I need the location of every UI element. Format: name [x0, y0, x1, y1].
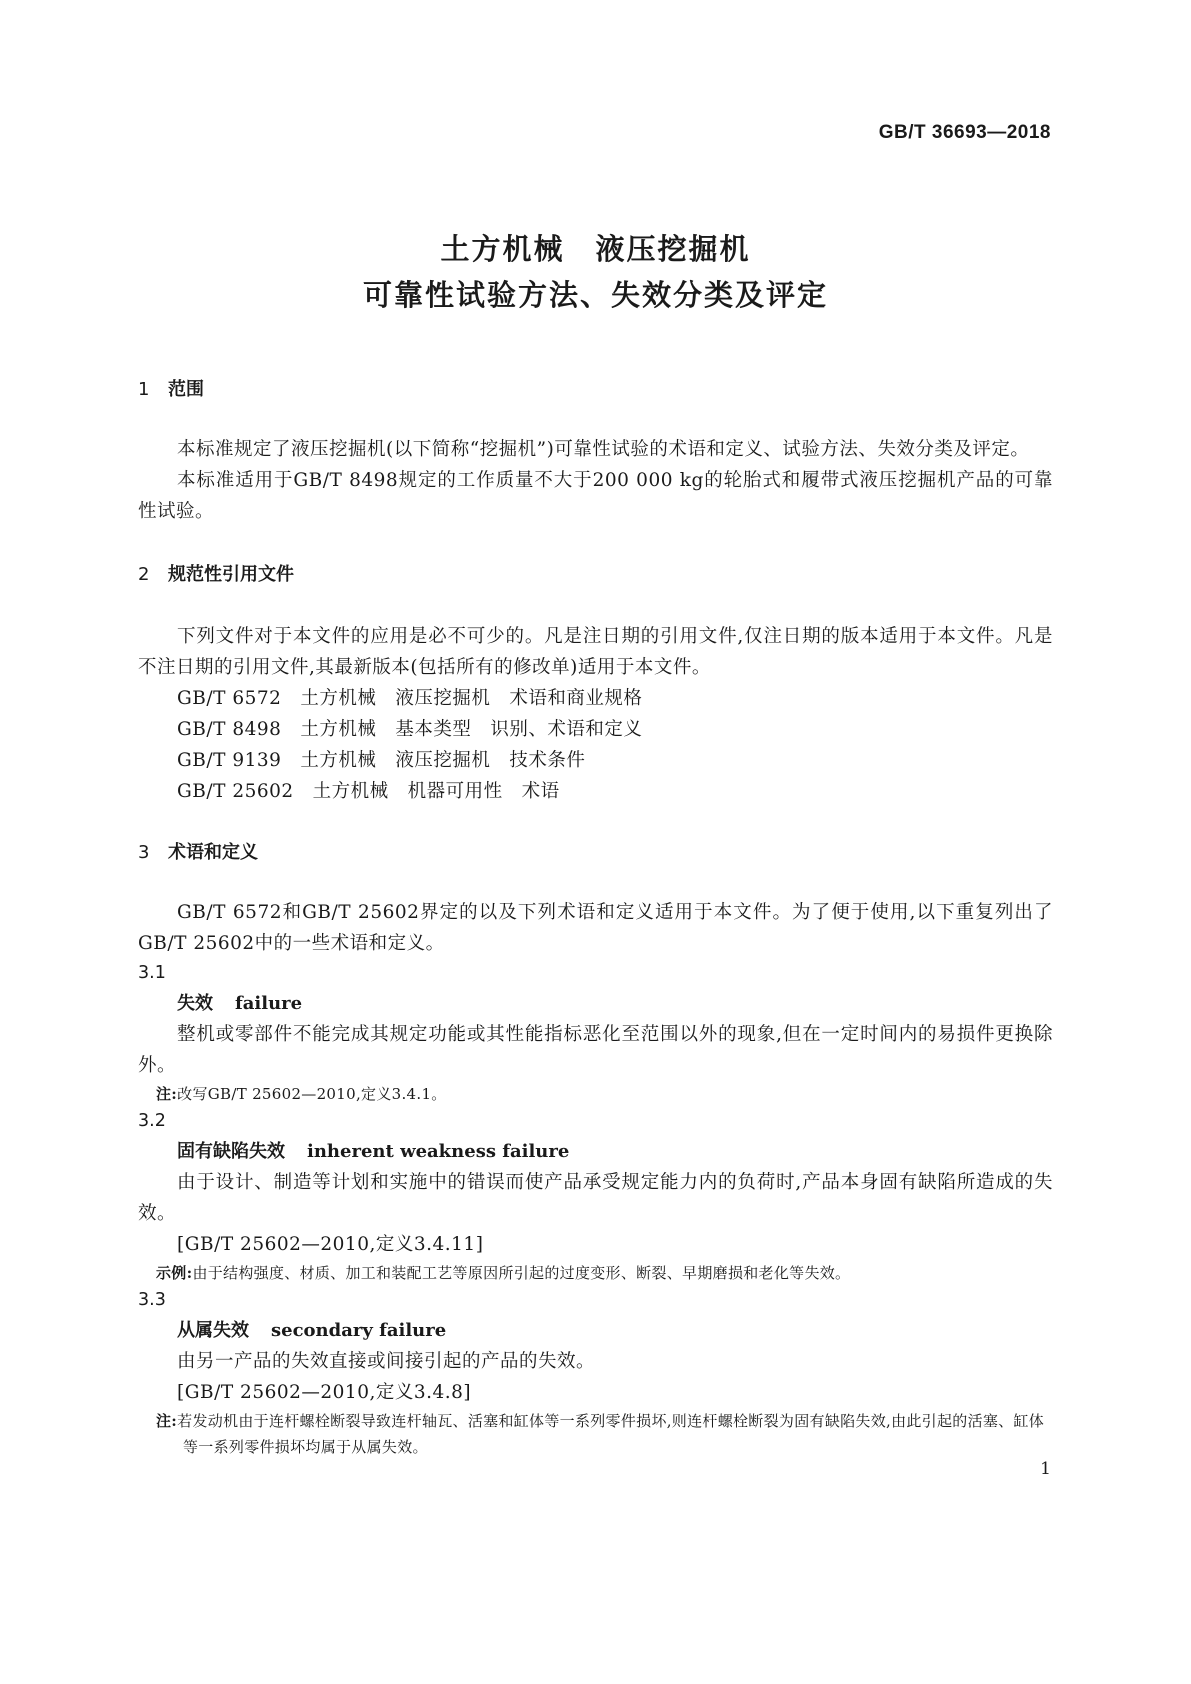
reference-item: GB/T 9139 土方机械 液压挖掘机 技术条件: [177, 750, 586, 771]
reference-item: GB/T 25602 土方机械 机器可用性 术语: [177, 781, 560, 802]
section-title: 术语和定义: [168, 842, 258, 863]
page-number: 1: [1040, 1459, 1051, 1479]
term-name: [138, 1315, 1053, 1346]
term-source: [GB/T 25602—2010,定义3.4.8]: [177, 1382, 472, 1403]
term-zh: 从属失效: [177, 1320, 249, 1341]
term-definition: 由另一产品的失效直接或间接引起的产品的失效。: [177, 1351, 596, 1372]
section-3-heading: [138, 839, 1053, 867]
paragraph: GB/T 6572和GB/T 25602界定的以及下列术语和定义适用于本文件。为了便于使用,以下重复列出了GB/T 25602中的一些术语和定义。: [138, 902, 1053, 954]
example-label: 示例:: [156, 1264, 193, 1282]
note: [138, 1081, 1053, 1107]
note-label: 注:: [156, 1085, 178, 1103]
example-text: 由于结构强度、材质、加工和装配工艺等原因所引起的过度变形、断裂、早期磨损和老化等失效。: [192, 1264, 851, 1282]
term-en: secondary failure: [271, 1320, 447, 1341]
term-zh: 固有缺陷失效: [177, 1141, 285, 1162]
term-definition: 由于设计、制造等计划和实施中的错误而使产品承受规定能力内的负荷时,产品本身固有缺陷所造成的失效。: [138, 1172, 1053, 1224]
term-zh: 失效: [177, 993, 213, 1014]
term-en: inherent weakness failure: [307, 1141, 570, 1162]
paragraph: 本标准适用于GB/T 8498规定的工作质量不大于200 000 kg的轮胎式和履带式液压挖掘机产品的可靠性试验。: [138, 470, 1053, 522]
term-number: 3.2: [138, 1111, 166, 1131]
section-number: 1: [138, 379, 150, 400]
note-label: 注:: [156, 1412, 178, 1430]
term-name: [138, 1136, 1053, 1167]
paragraph: 下列文件对于本文件的应用是必不可少的。凡是注日期的引用文件,仅注日期的版本适用于本文件。凡是不注日期的引用文件,其最新版本(包括所有的修改单)适用于本文件。: [138, 626, 1053, 678]
paragraph: 本标准规定了液压挖掘机(以下简称“挖掘机”)可靠性试验的术语和定义、试验方法、失效分类及评定。: [177, 439, 1030, 460]
title-line-1: 土方机械 液压挖掘机: [440, 232, 751, 266]
section-title: 规范性引用文件: [168, 564, 294, 585]
standard-code: GB/T 36693—2018: [878, 122, 1051, 143]
section-title: 范围: [168, 379, 204, 400]
term-source: [GB/T 25602—2010,定义3.4.11]: [177, 1234, 484, 1255]
title-line-2: 可靠性试验方法、失效分类及评定: [362, 278, 828, 312]
term-number: 3.3: [138, 1290, 166, 1310]
document-body: [138, 376, 1053, 1460]
note-text: 改写GB/T 25602—2010,定义3.4.1。: [177, 1085, 447, 1103]
section-2-heading: [138, 561, 1053, 589]
section-number: 3: [138, 842, 150, 863]
section-1-heading: [138, 376, 1053, 404]
section-number: 2: [138, 564, 150, 585]
note-text: 若发动机由于连杆螺栓断裂导致连杆轴瓦、活塞和缸体等一系列零件损坏,则连杆螺栓断裂为固有缺陷失效,由此引起的活塞、缸体等一系列零件损坏均属于从属失效。: [177, 1412, 1045, 1456]
term-number: 3.1: [138, 963, 166, 983]
note: [138, 1408, 1053, 1460]
term-en: failure: [235, 993, 303, 1014]
example: [138, 1260, 1053, 1286]
term-definition: 整机或零部件不能完成其规定功能或其性能指标恶化至范围以外的现象,但在一定时间内的易损件更换除外。: [138, 1024, 1053, 1076]
reference-item: GB/T 6572 土方机械 液压挖掘机 术语和商业规格: [177, 688, 643, 709]
document-title: [0, 226, 1191, 318]
reference-item: GB/T 8498 土方机械 基本类型 识别、术语和定义: [177, 719, 643, 740]
term-name: [138, 988, 1053, 1019]
